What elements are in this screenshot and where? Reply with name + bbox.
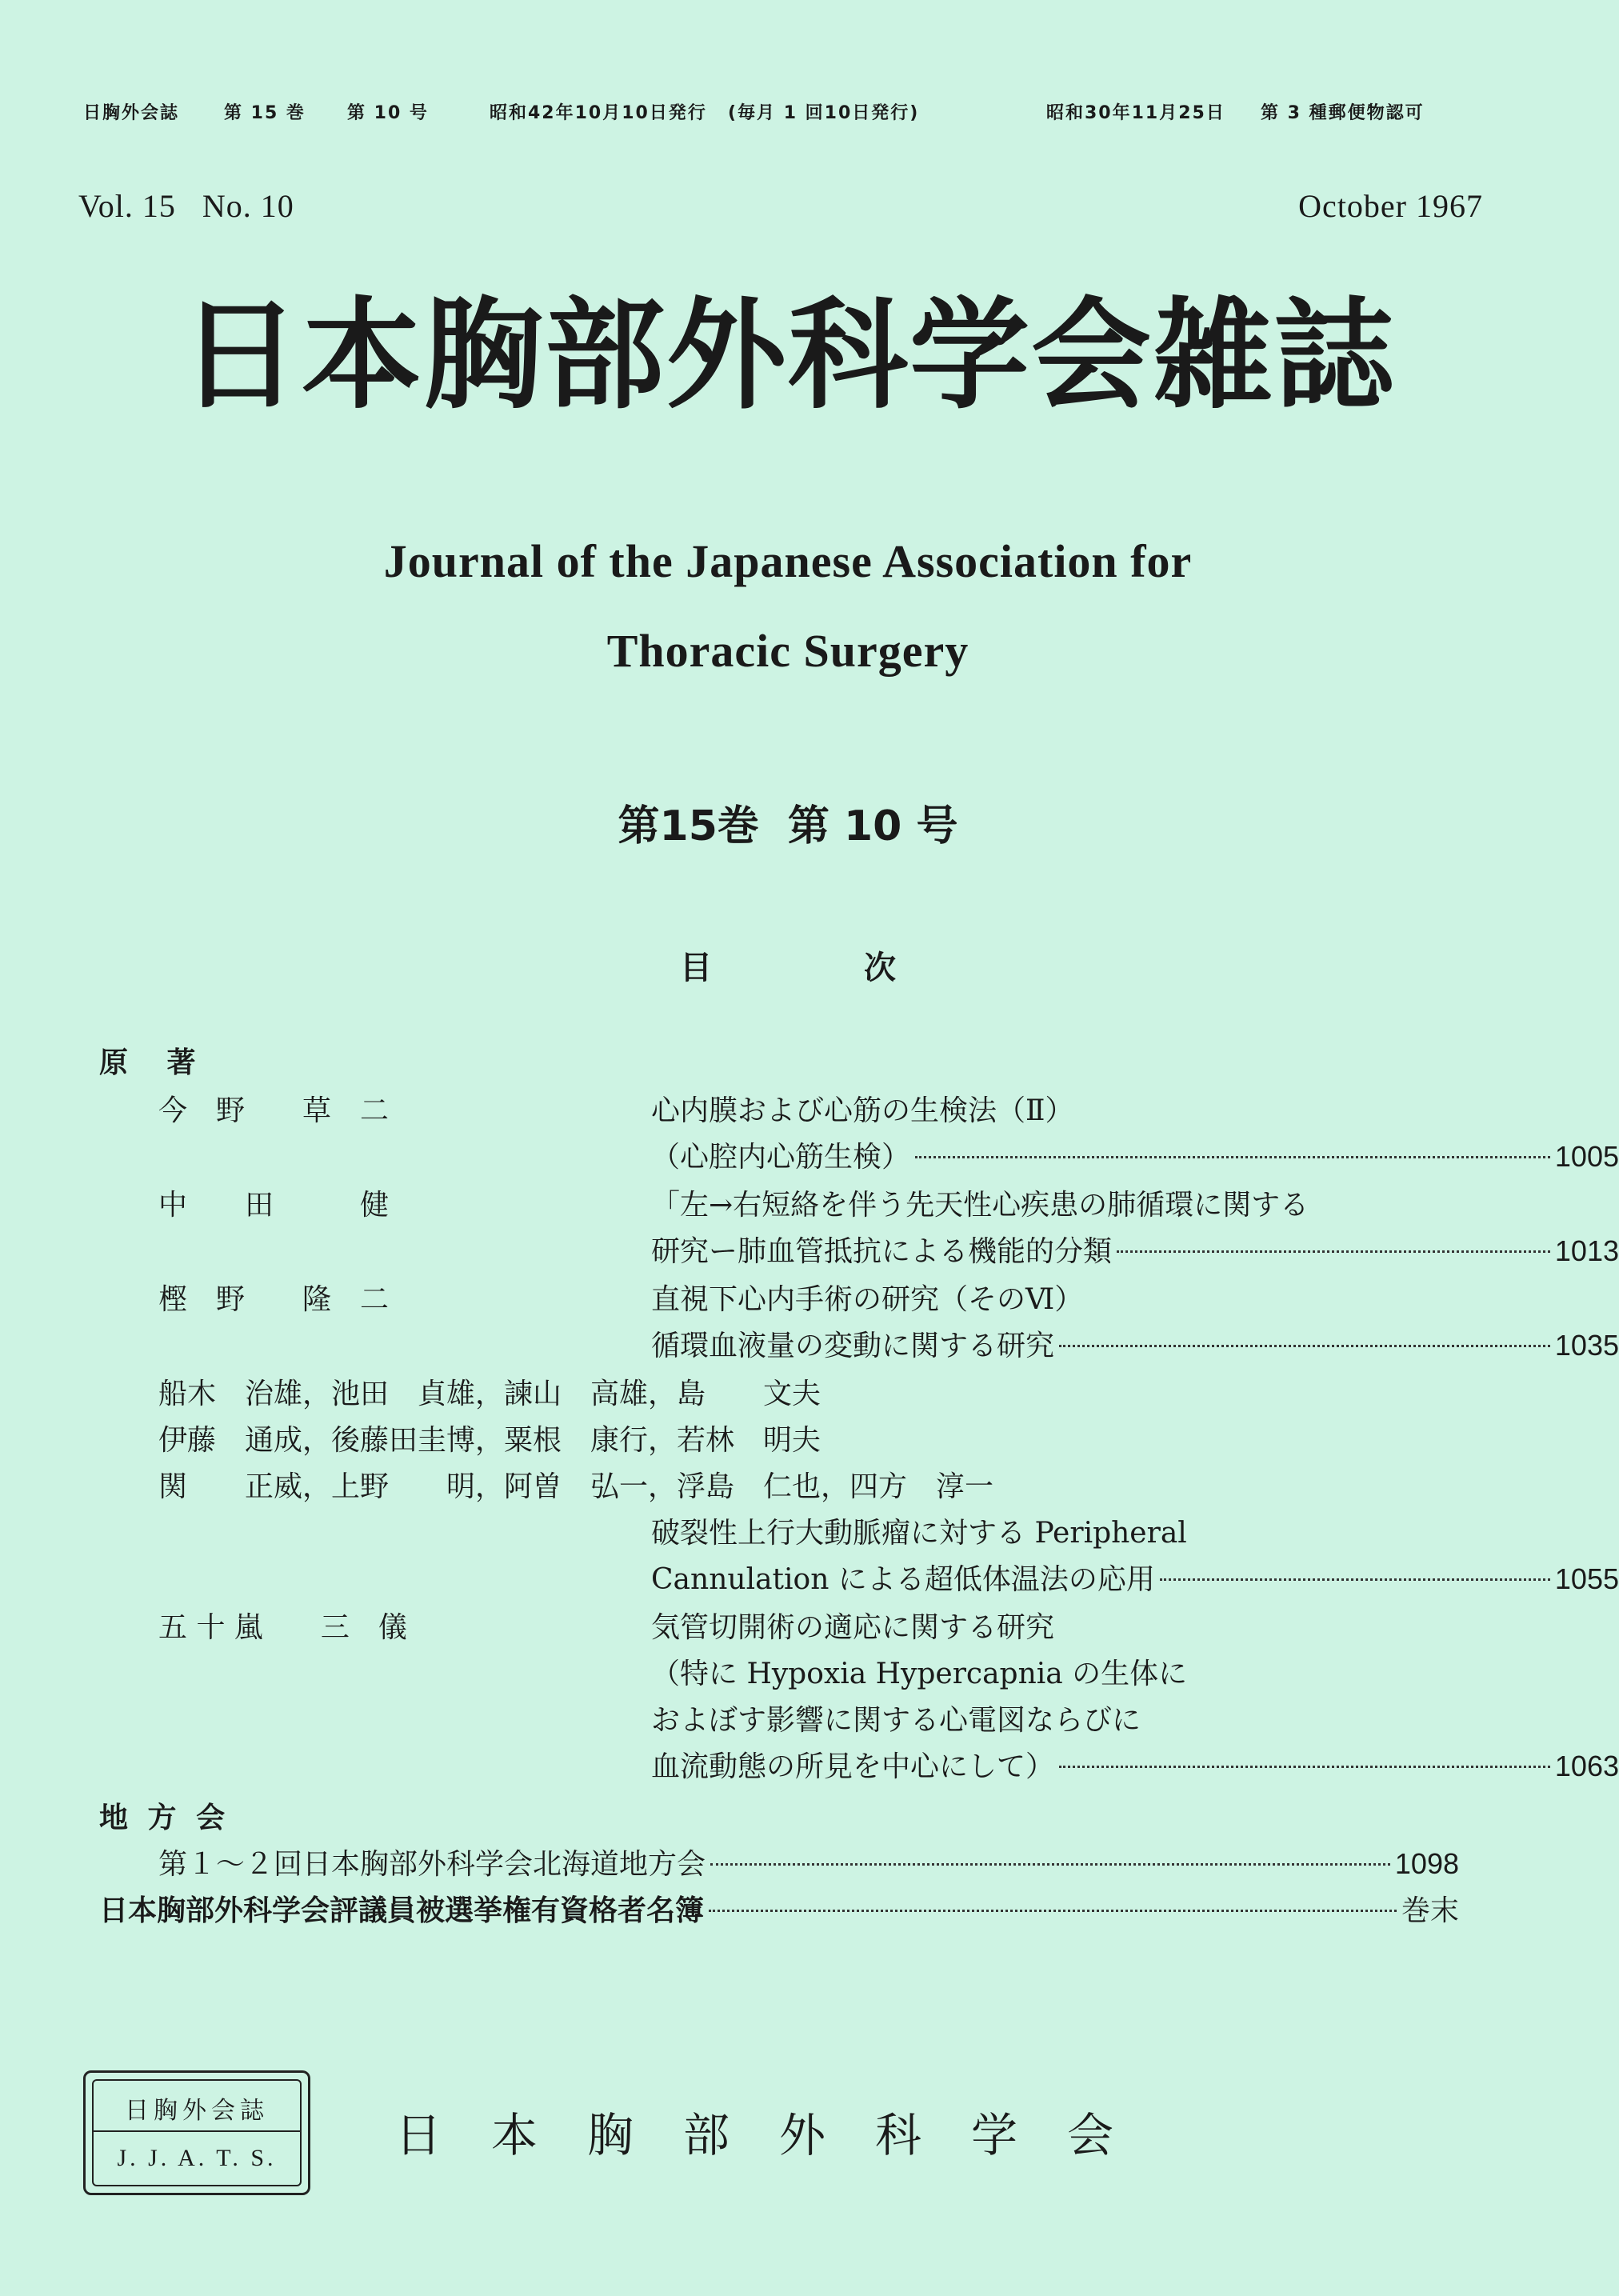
toc-entry[interactable] [651,1323,1619,1364]
volume-ja: 第 15 巻 [224,103,306,123]
header-meta-line [83,99,1464,131]
issue-number [0,792,1576,852]
article-title-cont: （心腔内心筋生検） [651,1141,911,1174]
page-number: 1063 [1554,1750,1619,1782]
article-authors: 船木 治雄，池田 貞雄，諫山 高雄，島 文夫 [158,1378,821,1410]
postal-approval: 第 3 種郵便物認可 [1261,103,1425,123]
publish-frequency: (毎月 1 回10日発行) [728,103,920,123]
toc-entry[interactable] [99,1888,1459,1929]
journal-abbr: 日胸外会誌 [83,103,180,123]
leader-dots [710,1863,1390,1866]
toc-heading [0,942,1576,988]
roster-title: 日本胸部外科学会評議員被選挙権有資格者名簿 [99,1894,705,1927]
article-author: 中 田 健 [158,1189,390,1222]
section-original: 原 著 [99,1046,210,1079]
volume-line [78,187,1483,227]
article-title-cont: およぼす影響に関する心電図ならびに [651,1704,1141,1737]
journal-abbr-stamp [83,2070,310,2195]
no: No. 10 [202,188,294,224]
journal-title-ja: 日本胸部外科学会雑誌 [179,286,1396,426]
page-number: 1098 [1394,1847,1459,1880]
stamp-abbr-ja: 日胸外会誌 [125,2097,269,2125]
number-ja: 第 10 号 [347,103,429,123]
vol-no [78,187,294,225]
article-authors: 関 正威，上野 明，阿曽 弘一，浮島 仁也，四方 淳一 [158,1470,994,1503]
stamp-inner-border [92,2079,302,2186]
stamp-divider [94,2130,300,2132]
toc-entry[interactable] [651,1229,1619,1270]
article-title-cont: 研究ー肺血管抵抗による機能的分類 [651,1235,1113,1268]
toc-entry[interactable] [651,1134,1619,1175]
article-title-cont: 血流動態の所見を中心にして） [651,1750,1055,1783]
section-regional: 地 方 会 [99,1802,230,1834]
article-title: 気管切開術の適応に関する研究 [651,1611,1055,1644]
article-title-cont: （特に Hypoxia Hypercapnia の生体に [651,1658,1188,1690]
article-title-cont: Cannulation による超低体温法の応用 [651,1563,1155,1596]
postal-approval-date: 昭和30年11月25日 [1046,103,1225,123]
toc-entry[interactable] [158,1842,1459,1882]
page-number: 1035 [1554,1329,1619,1362]
toc-heading-a: 目 [680,950,712,986]
stamp-abbr-en: J. J. A. T. S. [117,2145,277,2171]
leader-dots [915,1156,1550,1158]
article-author: 五 十 嵐 三 儀 [158,1611,407,1644]
page-number: 巻末 [1401,1894,1459,1926]
page-number: 1005 [1554,1140,1619,1173]
article-title-cont: 循環血液量の変動に関する研究 [651,1330,1055,1362]
issue-no: 第 10 号 [787,802,958,850]
issue-date: October 1967 [1298,188,1483,224]
leader-dots [1059,1766,1550,1768]
page-number: 1055 [1554,1562,1619,1595]
leader-dots [709,1910,1397,1912]
page-number: 1013 [1554,1234,1619,1267]
article-author: 今 野 草 二 [158,1094,390,1127]
publisher-name: 日本胸部外科学会 [395,2108,1164,2162]
leader-dots [1117,1250,1550,1253]
journal-title-en-line1: Journal of the Japanese Association for [383,535,1193,587]
leader-dots [1160,1578,1550,1581]
issue-volume: 第15巻 [618,802,759,850]
vol: Vol. 15 [78,188,176,224]
article-title: 「左→右短絡を伴う先天性心疾患の肺循環に関する [651,1189,1309,1222]
regional-title: 第１～２回日本胸部外科学会北海道地方会 [158,1848,706,1881]
leader-dots [1059,1345,1550,1347]
publish-date: 昭和42年10月10日発行 [490,103,707,123]
article-title: 破裂性上行大動脈瘤に対する Peripheral [651,1517,1187,1550]
article-authors: 伊藤 通成，後藤田圭博，粟根 康行，若林 明夫 [158,1424,821,1457]
article-title: 直視下心内手術の研究（そのⅥ） [651,1283,1084,1316]
article-author: 樫 野 隆 二 [158,1283,390,1316]
toc-entry[interactable] [651,1557,1619,1598]
article-title: 心内膜および心筋の生検法（Ⅱ） [651,1094,1074,1127]
journal-title-en-line2: Thoracic Surgery [606,625,969,677]
toc-heading-b: 次 [864,950,896,986]
toc-entry[interactable] [651,1744,1619,1785]
